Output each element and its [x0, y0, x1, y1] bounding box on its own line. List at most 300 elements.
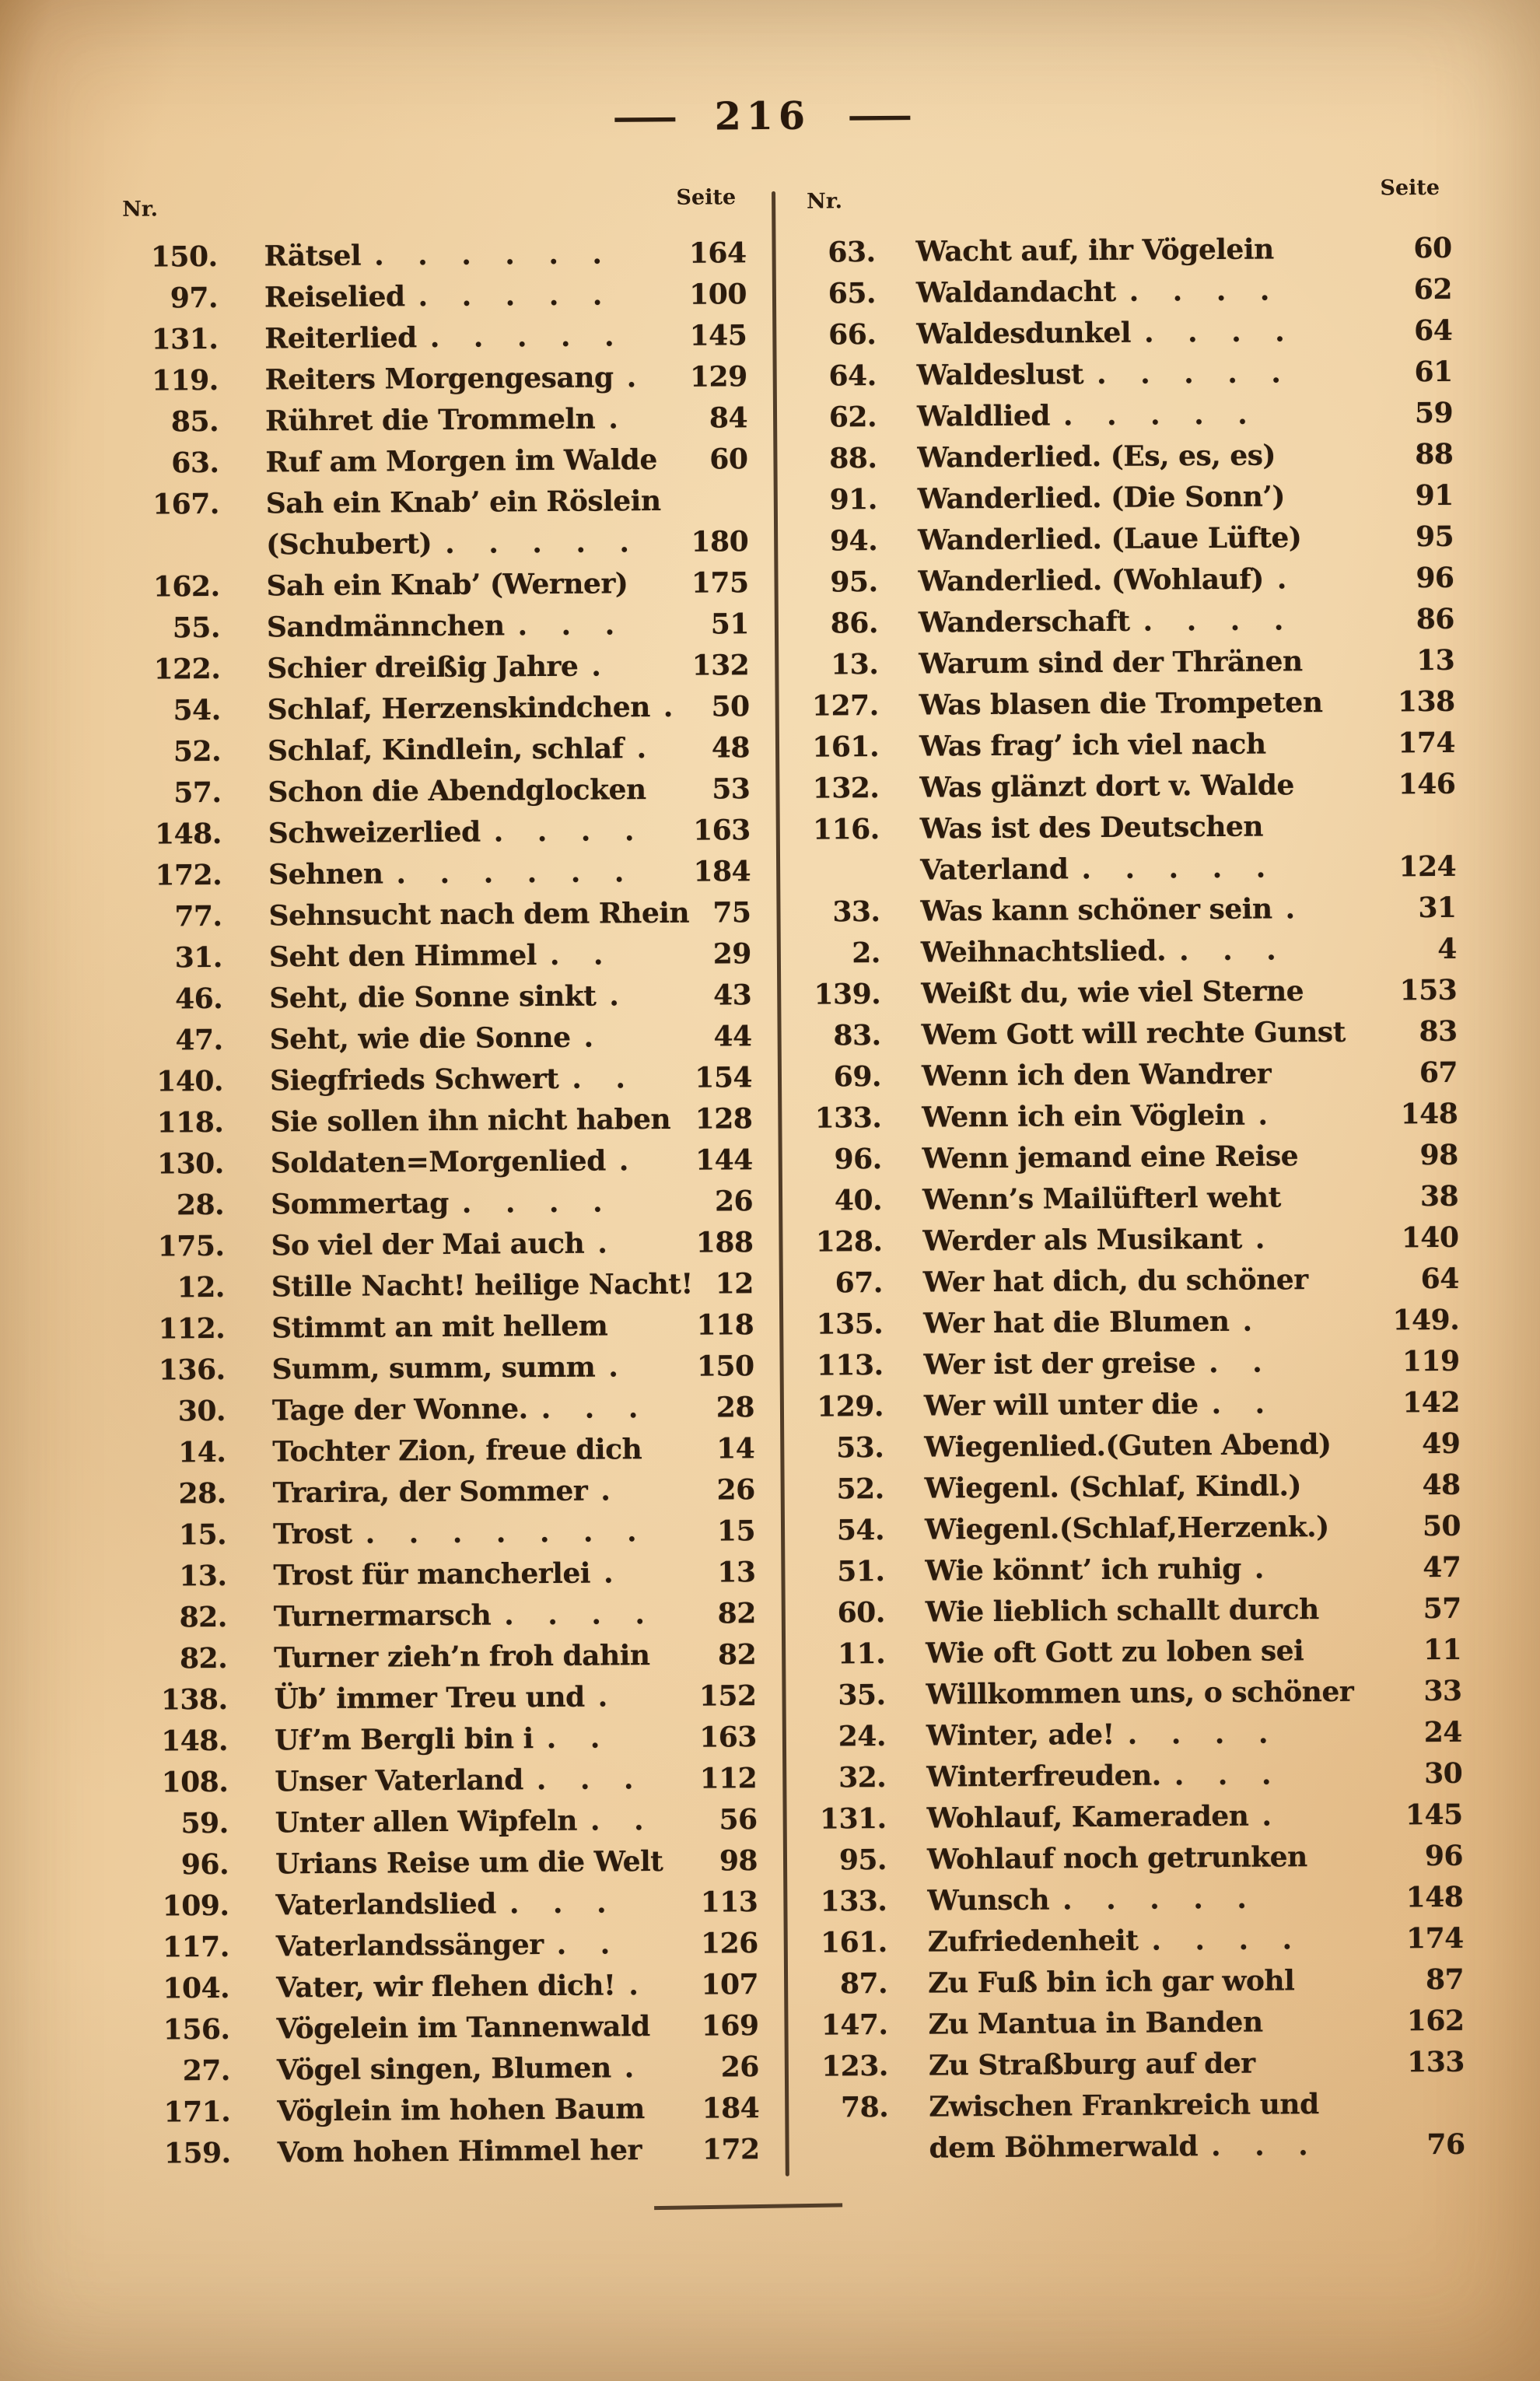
entry-title: Wie könnt’ ich ruhig	[925, 1552, 1241, 1588]
entry-number: 62.	[828, 401, 877, 434]
entry-number: 14.	[178, 1435, 226, 1469]
leader-dots: . . . . .	[429, 320, 616, 355]
entry-page: 48	[711, 731, 751, 765]
entry-page: 133	[1407, 2045, 1465, 2079]
entry-page: 100	[689, 278, 747, 311]
entry-page: 86	[1416, 602, 1455, 636]
entry-page: 175	[691, 566, 749, 600]
entry-title: Schweizerlied	[268, 815, 481, 850]
entry-number: 139.	[814, 978, 881, 1011]
leader-dots: .	[597, 1680, 610, 1714]
entry-title: Wer ist der greise	[923, 1346, 1196, 1381]
leader-dots: . .	[556, 1928, 612, 1961]
entry-number: 172.	[155, 858, 222, 892]
leader-dots: .	[663, 690, 675, 723]
entry-page: 184	[702, 2092, 760, 2125]
index-row	[121, 1721, 757, 1766]
header-left-dash: —	[611, 95, 680, 138]
entry-title: Winterfreuden.	[926, 1759, 1161, 1794]
index-row	[789, 438, 1453, 484]
entry-page: 14	[716, 1432, 755, 1465]
entry-title: Weißt du, wie viel Sterne	[921, 975, 1304, 1010]
entry-title: Zu Mantua in Banden	[928, 2005, 1263, 2041]
leader-dots: . . .	[517, 608, 617, 643]
entry-number: 46.	[174, 982, 223, 1016]
entry-page: 75	[712, 896, 751, 930]
entry-title: Waldlied	[916, 399, 1051, 433]
leader-dots: . . .	[536, 1763, 635, 1797]
entry-page: 96	[1424, 1839, 1464, 1873]
entry-page: 153	[1399, 973, 1458, 1007]
leader-dots: . .	[1211, 1387, 1267, 1421]
entry-number: 63.	[828, 236, 876, 269]
index-row	[796, 1427, 1460, 1473]
entry-page: 62	[1413, 272, 1453, 306]
entry-number: 51.	[837, 1554, 885, 1588]
entry-page: 180	[691, 525, 749, 558]
entry-title: Wohlauf noch getrunken	[926, 1840, 1307, 1876]
entry-page: 13	[717, 1556, 756, 1589]
right-column-seite-label: Seite	[1380, 175, 1440, 201]
index-row	[790, 479, 1454, 525]
leader-dots: .	[1255, 1222, 1267, 1255]
index-row	[796, 1262, 1459, 1308]
entry-title: Stimmt an mit hellem	[271, 1309, 608, 1345]
index-row	[110, 278, 747, 324]
index-row	[110, 236, 746, 282]
page-number: 216	[714, 93, 811, 139]
entry-title: So viel der Mai auch	[271, 1227, 585, 1262]
entry-number: 54.	[173, 693, 221, 727]
leader-dots: .	[618, 1144, 631, 1178]
entry-title: Stille Nacht! heilige Nacht!	[271, 1267, 693, 1304]
entry-title: Was kann schöner sein	[920, 892, 1272, 928]
entry-title: Wanderlied. (Wohlauf)	[918, 562, 1264, 598]
entry-page: 98	[719, 1844, 758, 1878]
entry-number: 150.	[150, 240, 218, 274]
leader-dots: . . . .	[1127, 1717, 1270, 1751]
entry-title: Vögelein im Tannenwald	[276, 2010, 650, 2046]
entry-title: Seht, wie die Sonne	[269, 1021, 571, 1056]
entry-title: Wem Gott will rechte Gunst	[921, 1015, 1346, 1052]
entry-number: 140.	[156, 1064, 224, 1098]
index-row	[123, 2092, 759, 2138]
entry-number: 159.	[163, 2136, 231, 2170]
entry-page: 91	[1415, 478, 1454, 513]
entry-number: 85.	[170, 404, 219, 439]
entry-page: 82	[717, 1597, 756, 1630]
entry-number: 2.	[852, 937, 881, 970]
entry-number: 88.	[829, 442, 877, 475]
entry-title: Sie sollen ihn nicht haben	[270, 1102, 671, 1139]
index-row	[798, 1633, 1461, 1679]
entry-title: Üb’ immer Treu und	[274, 1680, 585, 1716]
entry-page: 88	[1415, 437, 1454, 471]
entry-number: 95.	[838, 1843, 887, 1877]
entry-page: 154	[695, 1061, 753, 1094]
entry-number: 54.	[836, 1513, 885, 1547]
entry-page: 48	[1422, 1468, 1461, 1502]
index-row	[801, 2128, 1465, 2174]
index-row	[112, 484, 748, 530]
entry-title: Reiterlied	[264, 321, 417, 355]
leader-dots: . . . . .	[1081, 851, 1268, 886]
leader-dots: .	[600, 1474, 612, 1507]
leader-dots: .	[591, 650, 604, 683]
entry-title: Wer will unter die	[923, 1388, 1199, 1423]
index-row	[116, 1102, 752, 1148]
leader-dots: .	[1276, 562, 1289, 596]
index-row	[120, 1597, 756, 1643]
entry-page: 26	[714, 1185, 754, 1218]
index-row	[117, 1350, 754, 1395]
entry-title: Sehnsucht nach dem Rhein	[268, 896, 690, 933]
leader-dots: . .	[546, 1721, 602, 1756]
entry-number: 162.	[152, 569, 220, 604]
entry-title: Turner zieh’n froh dahin	[274, 1639, 650, 1675]
index-row	[791, 603, 1454, 649]
entry-page: 13	[1416, 643, 1455, 678]
entry-title: Turnermarsch	[273, 1598, 492, 1633]
index-row	[117, 1185, 753, 1231]
index-row	[793, 809, 1456, 855]
entry-title: Vaterland	[919, 853, 1069, 887]
entry-title: Wenn’s Mailüfterl weht	[922, 1181, 1281, 1217]
entry-page: 146	[1398, 767, 1456, 801]
entry-number: 65.	[828, 277, 877, 310]
index-row	[800, 1881, 1463, 1927]
entry-number: 40.	[834, 1183, 883, 1217]
entry-title: Zu Fuß bin ich gar wohl	[927, 1964, 1295, 2000]
entry-title: Wanderlied. (Laue Lüfte)	[918, 521, 1302, 557]
entry-title: Uf’m Bergli bin i	[274, 1722, 534, 1757]
entry-number: 123.	[821, 2049, 889, 2083]
leader-dots: . . .	[541, 1392, 640, 1426]
leader-dots: . . . . .	[1062, 397, 1249, 432]
entry-title: Rühret die Trommeln	[264, 402, 596, 438]
right-column-nr-label: Nr.	[807, 189, 843, 214]
entry-title: Was ist des Deutschen	[919, 810, 1264, 846]
entry-title: Wohlauf, Kameraden	[926, 1799, 1249, 1835]
left-column-seite-label: Seite	[676, 185, 737, 210]
index-row	[793, 850, 1456, 896]
entry-number: 108.	[161, 1765, 229, 1799]
entry-page: 152	[698, 1679, 757, 1713]
index-row	[796, 1386, 1460, 1432]
entry-number: 118.	[156, 1105, 224, 1140]
leader-dots: . . .	[509, 1886, 608, 1921]
entry-number: 55.	[172, 611, 221, 645]
entry-number: 11.	[837, 1637, 886, 1671]
index-row	[791, 644, 1454, 690]
entry-number: 167.	[152, 487, 219, 521]
entry-title: Waldandacht	[915, 275, 1116, 310]
index-row	[792, 727, 1455, 772]
leader-dots: .	[1258, 1098, 1270, 1132]
index-row	[121, 1803, 758, 1849]
leader-dots: . . . .	[1129, 274, 1272, 308]
index-row	[120, 1638, 756, 1684]
entry-title: Wiegenl. (Schlaf, Kindl.)	[924, 1469, 1302, 1505]
entry-number: 175.	[157, 1229, 225, 1263]
entry-title: Wiegenlied.(Guten Abend)	[924, 1427, 1332, 1464]
index-row	[122, 1927, 758, 1973]
entry-title: Summ, summ, summ	[271, 1350, 596, 1386]
entry-title: Warum sind der Thränen	[919, 645, 1303, 681]
entry-number: 57.	[173, 776, 222, 810]
entry-title: Weihnachtslied.	[920, 934, 1167, 969]
entry-title: Vögel singen, Blumen	[276, 2051, 611, 2087]
entry-number: 64.	[828, 359, 877, 393]
entry-page: 26	[720, 2050, 760, 2084]
entry-title: Zu Straßburg auf der	[928, 2047, 1255, 2082]
entry-page: 33	[1423, 1674, 1462, 1708]
leader-dots: .	[628, 1969, 640, 2002]
index-row	[796, 1345, 1459, 1391]
index-row	[798, 1592, 1461, 1638]
index-row	[799, 1716, 1462, 1762]
entry-number: 82.	[179, 1600, 227, 1634]
index-row	[111, 443, 747, 488]
entry-number: 52.	[836, 1472, 884, 1506]
index-row	[113, 608, 749, 653]
index-row	[795, 1180, 1458, 1226]
entry-page: 144	[695, 1143, 753, 1177]
entry-number: 132.	[812, 772, 880, 805]
entry-title: Reiselied	[264, 280, 405, 314]
header-right-dash: —	[845, 93, 914, 137]
entry-number: 97.	[170, 281, 219, 315]
entry-title: Werder als Musikant	[922, 1222, 1242, 1258]
entry-number: 161.	[820, 1925, 887, 1959]
leader-dots: . . . . .	[445, 526, 632, 560]
leader-dots: .	[624, 2051, 636, 2085]
entry-number: 33.	[832, 895, 880, 929]
entry-number: 59.	[180, 1806, 229, 1840]
entry-number: 82.	[179, 1641, 228, 1675]
entry-number: 127.	[811, 689, 879, 723]
entry-page: 142	[1402, 1385, 1461, 1420]
index-row	[799, 1757, 1462, 1803]
column-divider-rule	[772, 191, 789, 2176]
index-row	[111, 360, 747, 406]
entry-page: 129	[689, 360, 747, 394]
index-row	[119, 1556, 755, 1602]
index-row	[801, 2087, 1465, 2133]
index-row	[790, 520, 1454, 566]
entry-page: 59	[1414, 396, 1454, 430]
entry-number: 77.	[174, 899, 222, 933]
entry-number: 161.	[812, 730, 880, 764]
entry-title: Tage der Wonne.	[271, 1392, 528, 1427]
index-row	[119, 1473, 755, 1519]
entry-title: Schier dreißig Jahre	[267, 650, 579, 685]
index-row	[111, 401, 747, 447]
entry-page: 172	[702, 2133, 760, 2166]
entry-page: 124	[1398, 849, 1457, 884]
left-column-nr-label: Nr.	[122, 197, 159, 222]
entry-title: Wie oft Gott zu loben sei	[926, 1634, 1304, 1670]
index-column-left	[110, 236, 759, 2179]
entry-page: 47	[1423, 1550, 1461, 1584]
entry-title: Wenn ich den Wandrer	[921, 1057, 1272, 1093]
leader-dots: .	[603, 1556, 615, 1590]
entry-page: 163	[692, 814, 751, 847]
entry-number: 30.	[177, 1394, 226, 1428]
leader-dots: . . . .	[504, 1598, 647, 1632]
entry-number: 148.	[154, 817, 222, 851]
entry-title: (Schubert)	[266, 527, 432, 562]
leader-dots: . .	[1208, 1346, 1264, 1380]
entry-page: 50	[1422, 1509, 1461, 1543]
index-row	[799, 1798, 1462, 1844]
index-row	[792, 768, 1455, 814]
index-row	[115, 979, 751, 1024]
entry-page: 61	[1414, 355, 1453, 389]
entry-page: 12	[715, 1267, 754, 1301]
entry-page: 28	[716, 1391, 755, 1424]
entry-title: Vom hohen Himmel her	[277, 2134, 642, 2169]
index-row	[122, 1968, 758, 2014]
entry-page: 51	[710, 608, 750, 641]
entry-title: Trarira, der Sommer	[272, 1474, 588, 1510]
leader-dots: . . . . . . .	[365, 1515, 639, 1550]
entry-page: 96	[1416, 561, 1454, 595]
entry-title: Vaterlandssänger	[275, 1928, 544, 1963]
entry-page: 44	[713, 1020, 752, 1053]
index-row	[123, 2050, 759, 2096]
leader-dots: .	[609, 979, 621, 1013]
entry-number: 67.	[835, 1266, 883, 1300]
entry-title: Soldaten=Morgenlied	[270, 1144, 606, 1180]
leader-dots: .	[626, 361, 639, 394]
leader-dots: . . . . .	[1096, 356, 1283, 391]
entry-number: 133.	[820, 1884, 887, 1918]
index-row	[110, 319, 747, 365]
index-row	[797, 1551, 1461, 1597]
entry-title: Wenn jemand eine Reise	[922, 1140, 1299, 1175]
entry-number: 60.	[837, 1595, 885, 1630]
entry-title: Ruf am Morgen im Walde	[265, 443, 657, 479]
entry-title: Vöglein im hohen Baum	[277, 2092, 645, 2128]
leader-dots: .	[1242, 1304, 1255, 1338]
entry-title: Winter, ade!	[926, 1717, 1115, 1752]
entry-page: 148	[1400, 1097, 1458, 1131]
entry-number: 171.	[163, 2095, 231, 2129]
entry-title: Wie lieblich schallt durch	[925, 1593, 1319, 1629]
entry-page: 56	[719, 1803, 758, 1837]
entry-title: Rätsel	[264, 239, 362, 273]
entry-page: 11	[1423, 1633, 1462, 1667]
index-row	[123, 2133, 759, 2179]
entry-number: 131.	[151, 322, 219, 356]
entry-page: 164	[688, 236, 747, 270]
entry-number: 130.	[156, 1147, 224, 1181]
entry-page: 145	[1405, 1798, 1463, 1832]
index-row	[797, 1469, 1461, 1514]
entry-number: 156.	[163, 2012, 230, 2047]
leader-dots: . .	[572, 1062, 628, 1095]
entry-page: 49	[1422, 1427, 1461, 1461]
entry-number: 148.	[161, 1724, 229, 1758]
leader-dots: . . . .	[1151, 1923, 1294, 1957]
entry-number: 31.	[174, 940, 223, 975]
entry-page: 148	[1405, 1880, 1464, 1914]
entry-page: 138	[1397, 685, 1455, 719]
entry-number: 117.	[162, 1930, 229, 1964]
index-row	[112, 566, 748, 612]
entry-number: 119.	[151, 363, 219, 397]
index-row	[115, 937, 751, 983]
entry-title: Wenn ich ein Vöglein	[922, 1098, 1245, 1134]
index-row	[121, 1886, 758, 1931]
entry-page: 188	[695, 1226, 754, 1259]
index-row	[116, 1061, 752, 1107]
entry-page: 83	[1419, 1014, 1458, 1049]
entry-title: Was blasen die Trompeten	[919, 686, 1323, 722]
entry-title: Trost für mancherlei	[273, 1556, 591, 1592]
entry-page: 119	[1402, 1344, 1460, 1378]
entry-page: 82	[717, 1638, 757, 1672]
entry-number: 136.	[158, 1353, 226, 1387]
entry-title: Seht den Himmel	[268, 939, 537, 974]
entry-number: 138.	[160, 1682, 228, 1717]
entry-title: Sah ein Knab’ ein Röslein	[265, 484, 661, 520]
index-row	[114, 855, 751, 901]
entry-page: 30	[1423, 1756, 1463, 1791]
entry-title: Tochter Zion, freue dich	[272, 1433, 642, 1469]
entry-page: 50	[711, 690, 750, 723]
index-row	[794, 1098, 1458, 1143]
entry-title: Wunsch	[927, 1883, 1050, 1917]
entry-number: 113.	[816, 1348, 884, 1382]
leader-dots: . . . . . .	[373, 237, 604, 272]
leader-dots: .	[1285, 892, 1297, 926]
entry-number: 95.	[830, 565, 878, 599]
entry-page: 145	[689, 319, 747, 352]
leader-dots: . . . .	[493, 814, 636, 849]
entry-number: 28.	[176, 1188, 225, 1222]
entry-page: 84	[709, 401, 748, 435]
entry-number: 128.	[815, 1224, 883, 1259]
entry-title: Was frag’ ich viel nach	[919, 727, 1266, 763]
entry-page: 98	[1419, 1138, 1458, 1172]
entry-page: 95	[1415, 520, 1454, 554]
entry-number: 133.	[814, 1101, 882, 1135]
entry-page: 64	[1414, 313, 1453, 348]
entry-page: 64	[1420, 1262, 1459, 1296]
entry-title: Wiegenl.(Schlaf,Herzenk.)	[924, 1510, 1329, 1546]
index-row	[795, 1221, 1458, 1267]
entry-number: 12.	[177, 1270, 225, 1304]
index-row	[117, 1308, 754, 1354]
leader-dots: .	[597, 1227, 609, 1260]
entry-page: 132	[691, 649, 750, 682]
entry-number: 112.	[158, 1311, 226, 1346]
entry-page: 150	[696, 1350, 754, 1383]
entry-page: 163	[699, 1721, 758, 1754]
entry-title: Wanderschaft	[918, 604, 1130, 639]
index-row	[117, 1267, 754, 1313]
index-row	[800, 1963, 1464, 2009]
index-row	[789, 273, 1452, 319]
entry-number: 13.	[179, 1559, 227, 1593]
entry-title: Urians Reise um die Welt	[275, 1844, 663, 1881]
entry-number: 86.	[830, 607, 879, 640]
entry-number: 94.	[829, 524, 878, 558]
leader-dots: . .	[590, 1804, 646, 1837]
index-row	[119, 1514, 755, 1560]
